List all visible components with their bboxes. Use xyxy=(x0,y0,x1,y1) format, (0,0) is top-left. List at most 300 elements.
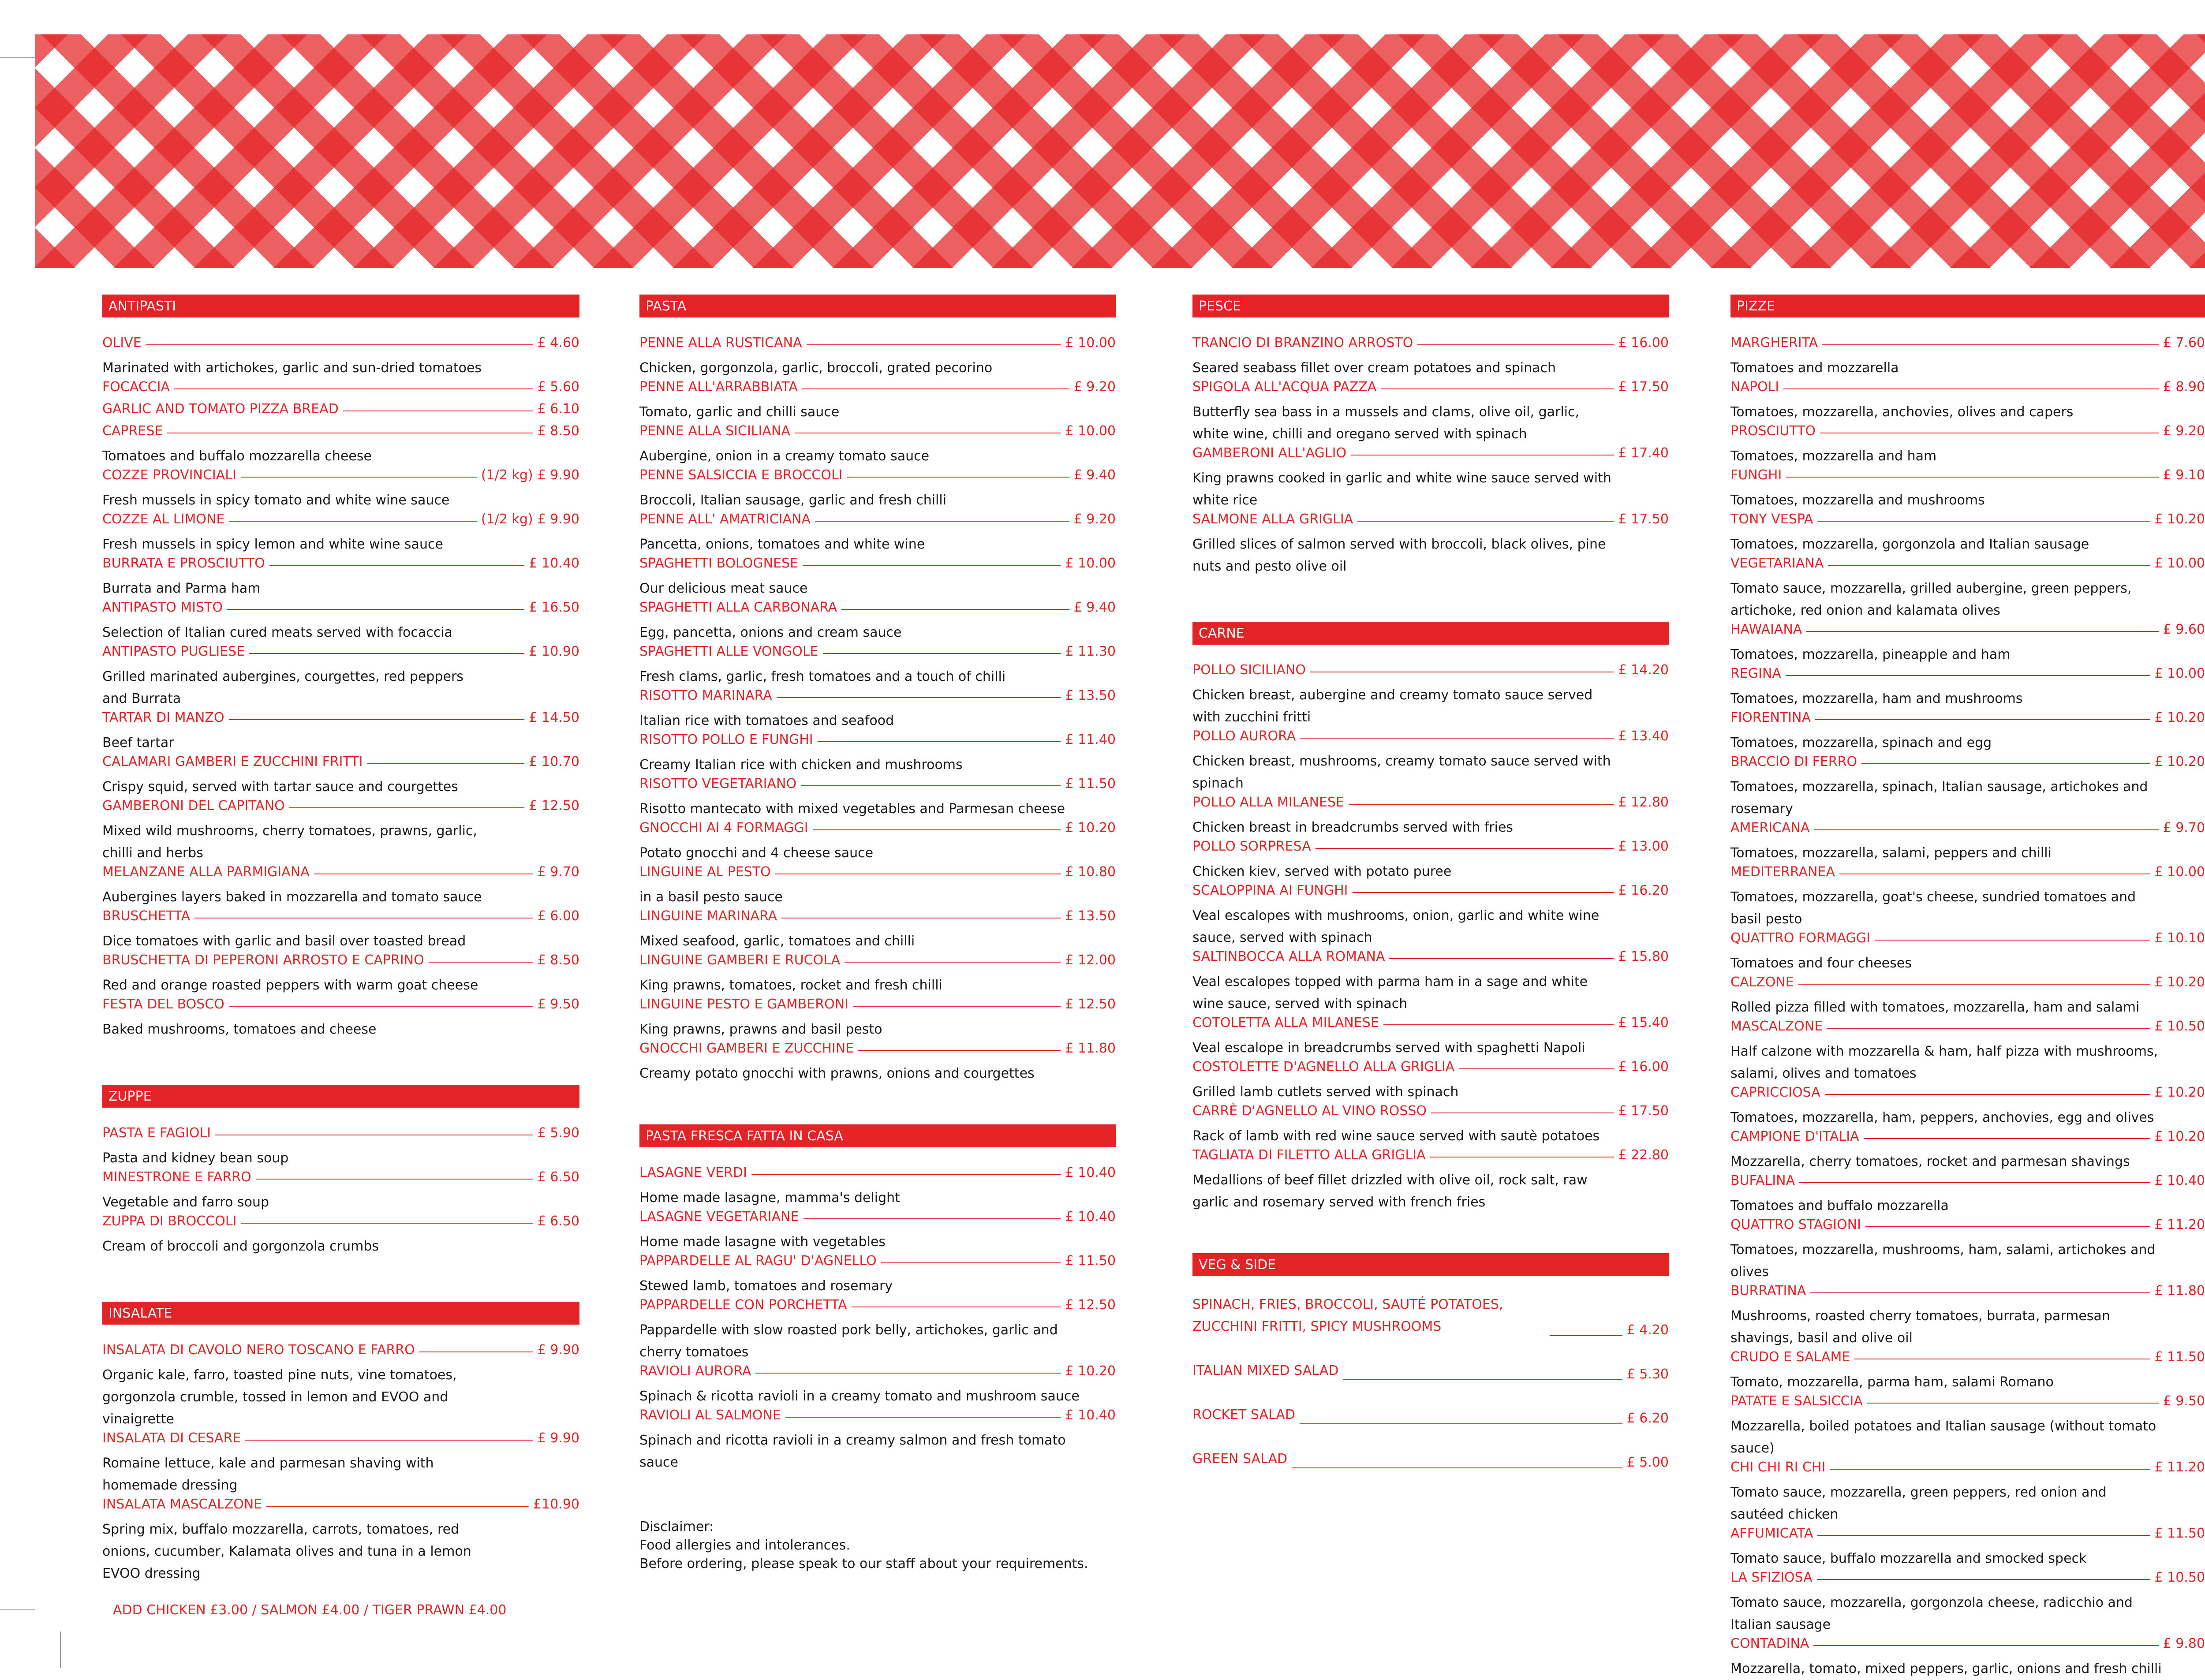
menu-item xyxy=(1730,1217,2205,1283)
menu-item-description: Egg, pancetta, onions and cream sauce xyxy=(639,625,902,640)
menu-item-description: Tomatoes, mozzarella, gorgonzola and Italian sausage xyxy=(1730,537,2089,552)
menu-item-description: Dice tomatoes with garlic and basil over toasted bread xyxy=(102,933,466,949)
menu-item-price: £ 9.20 xyxy=(2163,423,2205,439)
menu-item-name: MINESTRONE E FARRO xyxy=(102,1169,251,1185)
menu-item xyxy=(1192,883,1669,949)
section-title: PASTA FRESCA FATTA IN CASA xyxy=(639,1124,1116,1147)
menu-item-description: King prawns, tomatoes, rocket and fresh chilli xyxy=(639,978,942,993)
leader-line xyxy=(803,565,1061,566)
menu-item xyxy=(1730,423,2205,467)
menu-item-line xyxy=(1192,662,1669,684)
menu-item-name: POLLO SICILIANO xyxy=(1192,662,1306,678)
menu-item-name: VEGETARIANA xyxy=(1730,556,1824,571)
menu-item xyxy=(639,467,1116,511)
menu-item-description: Spinach & ricotta ravioli in a creamy tomato and mushroom sauce xyxy=(639,1389,1080,1404)
menu-item-name: FUNGHI xyxy=(1730,467,1782,483)
menu-item-line xyxy=(1192,1404,1669,1426)
leader-line xyxy=(1459,1068,1614,1069)
menu-item xyxy=(1730,467,2205,511)
menu-item-price: £10.90 xyxy=(533,1497,579,1512)
menu-item-name: PENNE ALL'ARRABBIATA xyxy=(639,379,798,395)
menu-item-name: COSTOLETTE D'AGNELLO ALLA GRIGLIA xyxy=(1192,1059,1455,1075)
menu-item-price: £ 10.40 xyxy=(1065,1407,1116,1423)
menu-item-line xyxy=(1730,556,2205,578)
menu-item-name: PENNE ALL' AMATRICIANA xyxy=(639,511,811,527)
menu-item-name: CALAMARI GAMBERI E ZUCCHINI FRITTI xyxy=(102,754,363,769)
leader-line xyxy=(245,1440,533,1441)
disclaimer xyxy=(639,1518,1116,1573)
menu-item xyxy=(1192,662,1669,728)
menu-item xyxy=(1730,710,2205,754)
menu-item-description: Baked mushrooms, tomatoes and cheese xyxy=(102,1022,377,1037)
menu-item-line xyxy=(102,997,579,1019)
menu-item xyxy=(102,710,579,754)
leader-line xyxy=(1875,940,2150,941)
menu-item xyxy=(1730,335,2205,379)
menu-item-name: MELANZANE ALLA PARMIGIANA xyxy=(102,864,310,880)
menu-item-name: HAWAIANA xyxy=(1730,622,1802,637)
menu-item-line xyxy=(1730,335,2205,357)
menu-item xyxy=(102,423,579,467)
menu-item-line xyxy=(102,1497,579,1519)
menu-item xyxy=(102,997,579,1041)
menu-item xyxy=(1192,511,1669,578)
menu-item-line xyxy=(639,1363,1116,1385)
menu-item xyxy=(102,467,579,511)
menu-item-price: £ 8.90 xyxy=(2163,379,2205,395)
menu-item-description: Italian rice with tomatoes and seafood xyxy=(639,713,894,728)
menu-item-line xyxy=(1730,1129,2205,1151)
leader-line xyxy=(1300,738,1614,739)
menu-item-price: £ 6.50 xyxy=(537,1169,579,1185)
menu-item-line xyxy=(1192,1147,1669,1169)
leader-line xyxy=(1861,763,2150,764)
menu-item-price: £ 8.50 xyxy=(537,952,579,968)
menu-item-name: GARLIC AND TOMATO PIZZA BREAD xyxy=(102,401,339,417)
menu-item-description: Tomatoes and buffalo mozzarella xyxy=(1730,1198,1949,1213)
menu-item-name: RAVIOLI AURORA xyxy=(639,1363,751,1379)
menu-item-line xyxy=(1730,1283,2205,1305)
leader-line xyxy=(853,1006,1061,1007)
leader-line xyxy=(858,1050,1061,1051)
menu-item xyxy=(1730,666,2205,710)
menu-item-line xyxy=(102,754,579,776)
menu-item-line xyxy=(1192,795,1669,817)
menu-item xyxy=(1192,1059,1669,1103)
menu-item-line xyxy=(1730,1460,2205,1482)
menu-item xyxy=(1192,949,1669,1015)
leader-line xyxy=(823,653,1061,654)
menu-item-name: LINGUINE AL PESTO xyxy=(639,864,771,880)
menu-item xyxy=(639,1297,1116,1363)
menu-item-name: RISOTTO MARINARA xyxy=(639,688,772,703)
menu-item-description: Pappardelle with slow roasted pork belly, artichokes, garlic and cherry tomatoes xyxy=(639,1322,1058,1360)
menu-item-line xyxy=(1730,1349,2205,1371)
menu-item xyxy=(1730,1636,2205,1680)
menu-item-line xyxy=(102,423,579,445)
menu-item-name: GAMBERONI ALL'AGLIO xyxy=(1192,445,1347,461)
menu-item-description: Fresh clams, garlic, fresh tomatoes and a touch of chilli xyxy=(639,669,1006,684)
menu-item-line xyxy=(639,820,1116,842)
menu-item-price: £ 5.90 xyxy=(537,1125,579,1141)
menu-item-name: CAMPIONE D'ITALIA xyxy=(1730,1129,1859,1144)
menu-item xyxy=(102,335,579,379)
menu-item-price: £ 9.20 xyxy=(1073,379,1116,395)
menu-item-name: NAPOLI xyxy=(1730,379,1779,395)
menu-item-description: Mushrooms, roasted cherry tomatoes, burrata, parmesan shavings, basil and olive oil xyxy=(1730,1308,2110,1346)
menu-item-description: Tomatoes, mozzarella, ham and mushrooms xyxy=(1730,691,2023,706)
menu-item-description: Grilled marinated aubergines, courgettes, red peppers and Burrata xyxy=(102,669,463,706)
menu-section-pesce xyxy=(1192,295,1669,578)
menu-item-line xyxy=(639,600,1116,622)
menu-item-description: King prawns, prawns and basil pesto xyxy=(639,1022,882,1037)
menu-item-name: BUFALINA xyxy=(1730,1173,1795,1188)
menu-item-description: Tomatoes, mozzarella and ham xyxy=(1730,448,1937,464)
menu-item-name: AFFUMICATA xyxy=(1730,1526,1813,1541)
menu-item-name: ZUPPA DI BROCCOLI xyxy=(102,1213,237,1229)
menu-item-name: AMERICANA xyxy=(1730,820,1810,836)
menu-item xyxy=(1730,1349,2205,1393)
menu-item-price: £ 10.40 xyxy=(2154,1173,2205,1188)
menu-item-line xyxy=(1730,930,2205,952)
menu-item-line xyxy=(102,1342,579,1364)
menu-item-price: £ 5.30 xyxy=(1626,1366,1669,1382)
menu-item-line xyxy=(102,379,579,401)
gingham-banner xyxy=(35,34,2205,268)
menu-column-2 xyxy=(639,295,1116,1573)
menu-item xyxy=(102,1497,579,1585)
menu-item xyxy=(639,1407,1116,1474)
menu-item-description: Tomatoes, mozzarella, spinach, Italian sausage, artichokes and rosemary xyxy=(1730,779,2148,817)
menu-item-line xyxy=(1730,1636,2205,1658)
menu-item-name: PAPPARDELLE CON PORCHETTA xyxy=(639,1297,847,1313)
menu-item-line xyxy=(1730,754,2205,776)
menu-section-pasta-fresca-fatta-in-casa xyxy=(639,1124,1116,1474)
menu-item-name: INSALATA DI CAVOLO NERO TOSCANO E FARRO xyxy=(102,1342,415,1358)
menu-item xyxy=(102,754,579,798)
menu-item-price: £ 8.50 xyxy=(537,423,579,439)
menu-item-description: King prawns cooked in garlic and white wine sauce served with white rice xyxy=(1192,470,1611,508)
menu-item-description: Mixed seafood, garlic, tomatoes and chilli xyxy=(639,933,915,949)
menu-item-description: Tomatoes and mozzarella xyxy=(1730,360,1899,376)
menu-item xyxy=(1730,622,2205,666)
leader-line xyxy=(1822,344,2158,345)
section-title: INSALATE xyxy=(102,1302,579,1325)
menu-item-description: Butterfly sea bass in a mussels and clams, olive oil, garlic, white wine, chilli and oregano served with spinach xyxy=(1192,404,1580,442)
menu-item-price: £ 9.90 xyxy=(537,511,579,527)
leader-line xyxy=(1357,521,1614,522)
leader-line xyxy=(804,1218,1061,1219)
disclaimer-line: Food allergies and intolerances. xyxy=(639,1538,850,1553)
menu-item xyxy=(639,379,1116,423)
menu-section-zuppe xyxy=(102,1085,579,1258)
menu-item-name: ANTIPASTO PUGLIESE xyxy=(102,644,245,659)
menu-item xyxy=(639,820,1116,864)
menu-item-quantity: (1/2 kg) xyxy=(481,511,533,527)
menu-item-price: £ 10.90 xyxy=(529,644,579,659)
menu-item-name: FOCACCIA xyxy=(102,379,170,395)
menu-item xyxy=(102,644,579,710)
menu-item-price: £ 16.00 xyxy=(1618,1059,1669,1075)
menu-item-price: £ 12.50 xyxy=(1065,1297,1116,1313)
menu-item-price: £ 5.00 xyxy=(1626,1455,1669,1470)
menu-item-price: £ 13.50 xyxy=(1065,688,1116,703)
leader-line xyxy=(1343,1379,1622,1380)
menu-item-line xyxy=(639,952,1116,974)
menu-item-price: £ 10.00 xyxy=(2154,556,2205,571)
menu-item xyxy=(102,1342,579,1430)
menu-item-description: Tomatoes and buffalo mozzarella cheese xyxy=(102,448,372,464)
menu-item-name: CHI CHI RI CHI xyxy=(1730,1460,1826,1475)
menu-item-name: RAVIOLI AL SALMONE xyxy=(639,1407,781,1423)
leader-line xyxy=(1814,829,2159,830)
menu-item-description: Vegetable and farro soup xyxy=(102,1195,269,1210)
menu-item-name: GNOCCHI AI 4 FORMAGGI xyxy=(639,820,808,836)
menu-item-description: in a basil pesto sauce xyxy=(639,889,783,905)
menu-column-1 xyxy=(102,295,579,1618)
menu-item-price: £ 10.20 xyxy=(1065,820,1116,836)
menu-item-description: Spring mix, buffalo mozzarella, carrots, tomatoes, red onions, cucumber, Kalamata olives and tuna in a lemon EVOO dressing xyxy=(102,1522,471,1581)
leader-line xyxy=(1349,804,1614,805)
menu-item-price: £ 9.40 xyxy=(1073,600,1116,615)
menu-item-line xyxy=(1730,1393,2205,1415)
menu-item-price: £ 15.80 xyxy=(1618,949,1669,964)
menu-item-line xyxy=(1730,666,2205,688)
leader-line xyxy=(1798,984,2150,985)
menu-item xyxy=(639,1209,1116,1253)
leader-line xyxy=(1830,1469,2150,1470)
menu-item xyxy=(102,511,579,556)
menu-item xyxy=(1730,1570,2205,1636)
leader-line xyxy=(881,1262,1061,1263)
menu-item-name: TONY VESPA xyxy=(1730,511,1813,527)
menu-item-line xyxy=(1192,1059,1669,1081)
menu-item-line xyxy=(102,710,579,732)
menu-item-price: £ 16.20 xyxy=(1618,883,1669,898)
leader-line xyxy=(419,1351,533,1352)
menu-item xyxy=(639,1253,1116,1297)
menu-item-name: PENNE ALLA SICILIANA xyxy=(639,423,790,439)
menu-item-price: £ 10.10 xyxy=(2154,930,2205,946)
leader-line xyxy=(777,697,1061,698)
menu-item-price: £ 10.00 xyxy=(1065,423,1116,439)
leader-line xyxy=(807,344,1061,345)
menu-item-price: £ 14.20 xyxy=(1618,662,1669,678)
menu-item-name: CRUDO E SALAME xyxy=(1730,1349,1850,1365)
menu-item xyxy=(639,732,1116,776)
menu-item-line xyxy=(1192,1360,1669,1382)
menu-item-price: £ 9.60 xyxy=(2163,622,2205,637)
menu-item-description: Chicken breast, aubergine and creamy tomato sauce served with zucchini fritti xyxy=(1192,687,1593,725)
menu-item-name: MEDITERRANEA xyxy=(1730,864,1835,880)
menu-item-price: £ 6.50 xyxy=(537,1213,579,1229)
menu-item-name: CALZONE xyxy=(1730,974,1794,990)
menu-item-name: SPAGHETTI ALLA CARBONARA xyxy=(639,600,837,615)
menu-item-price: £ 10.20 xyxy=(2154,754,2205,769)
menu-item-description: Selection of Italian cured meats served with focaccia xyxy=(102,625,452,640)
menu-item-line xyxy=(639,1209,1116,1231)
disclaimer-line: Disclaimer: xyxy=(639,1519,714,1534)
leader-line xyxy=(1865,1226,2150,1227)
menu-item-description: Aubergines layers baked in mozzarella and tomato sauce xyxy=(102,889,482,905)
menu-item xyxy=(1192,1103,1669,1147)
menu-item xyxy=(1730,1460,2205,1526)
menu-item-price: £ 16.00 xyxy=(1618,335,1669,351)
menu-item-description: Mozzarella, tomato, mixed peppers, garlic, onions and fresh chilli xyxy=(1730,1661,2162,1676)
menu-item-price: £ 10.20 xyxy=(2154,974,2205,990)
menu-item-name: RISOTTO VEGETARIANO xyxy=(639,776,797,791)
leader-line xyxy=(229,1006,533,1007)
leader-line xyxy=(755,1373,1061,1374)
menu-item-price: £ 10.20 xyxy=(2154,511,2205,527)
leader-line xyxy=(146,344,533,345)
menu-item-line xyxy=(102,1213,579,1236)
menu-item-line xyxy=(1192,883,1669,905)
menu-section-pizze xyxy=(1730,295,2205,1680)
menu-item-name: LASAGNE VEGETARIANE xyxy=(639,1209,799,1225)
menu-item-name: GAMBERONI DEL CAPITANO xyxy=(102,798,285,814)
menu-item-description: Seared seabass fillet over cream potatoes and spinach xyxy=(1192,360,1556,376)
menu-item xyxy=(1730,1173,2205,1217)
menu-item-name: GREEN SALAD xyxy=(1192,1451,1288,1467)
menu-item-description: Creamy Italian rice with chicken and mushrooms xyxy=(639,757,963,773)
menu-item-description: Tomatoes, mozzarella, spinach and egg xyxy=(1730,735,1992,750)
menu-item-description: Fresh mussels in spicy tomato and white wine sauce xyxy=(102,493,450,508)
menu-item-price: £ 12.50 xyxy=(1065,997,1116,1012)
menu-item xyxy=(1730,511,2205,556)
crop-mark xyxy=(0,57,35,58)
menu-item-price: £ 17.50 xyxy=(1618,511,1669,527)
menu-item-line xyxy=(102,1169,579,1191)
menu-item xyxy=(1192,1147,1669,1213)
menu-item-line xyxy=(1730,1526,2205,1548)
menu-item-description: Rack of lamb with red wine sauce served with sautè potatoes xyxy=(1192,1128,1600,1144)
menu-item xyxy=(102,556,579,600)
leader-line xyxy=(367,763,525,764)
menu-item-price: £ 12.50 xyxy=(529,798,579,814)
menu-item-name: ANTIPASTO MISTO xyxy=(102,600,223,615)
menu-item-name: REGINA xyxy=(1730,666,1781,681)
menu-item-price: £ 11.50 xyxy=(2154,1526,2205,1541)
menu-item-name: INSALATA MASCALZONE xyxy=(102,1497,262,1512)
menu-item-name: BRUSCHETTA DI PEPERONI ARROSTO E CAPRINO xyxy=(102,952,424,968)
menu-item-description: Veal escalopes topped with parma ham in a sage and white wine sauce, served with spinach xyxy=(1192,974,1588,1012)
leader-line xyxy=(751,1174,1061,1175)
menu-item-price: £ 10.00 xyxy=(1065,335,1116,351)
menu-item-name: LASAGNE VERDI xyxy=(639,1165,747,1180)
menu-item-line xyxy=(639,1297,1116,1319)
menu-item-line xyxy=(639,467,1116,489)
menu-item-price: £ 9.70 xyxy=(537,864,579,880)
menu-item xyxy=(102,908,579,952)
menu-item-description: Potato gnocchi and 4 cheese sauce xyxy=(639,845,874,861)
menu-item-description: Our delicious meat sauce xyxy=(639,581,808,596)
menu-item-price: £ 13.40 xyxy=(1618,728,1669,744)
leader-line xyxy=(229,521,477,522)
menu-item-line xyxy=(639,732,1116,754)
menu-item-description: Grilled lamb cutlets served with spinach xyxy=(1192,1084,1459,1100)
menu-item-price: £ 4.60 xyxy=(537,335,579,351)
crop-mark xyxy=(0,1609,35,1610)
menu-item xyxy=(1192,1015,1669,1059)
leader-line xyxy=(1783,388,2158,389)
leader-line xyxy=(1815,719,2150,720)
menu-item-price: £ 14.50 xyxy=(529,710,579,725)
leader-line xyxy=(1806,631,2158,632)
menu-item-description: Creamy potato gnocchi with prawns, onions and courgettes xyxy=(639,1066,1035,1081)
menu-item-name: SPAGHETTI ALLE VONGOLE xyxy=(639,644,818,659)
menu-item xyxy=(1192,795,1669,839)
menu-item-line xyxy=(639,1407,1116,1430)
menu-item-price: £ 10.20 xyxy=(1065,1363,1116,1379)
menu-item xyxy=(1192,728,1669,795)
menu-item-description: Tomato, mozzarella, parma ham, salami Romano xyxy=(1730,1374,2054,1390)
add-on-note: ADD CHICKEN £3.00 / SALMON £4.00 / TIGER PRAWN £4.00 xyxy=(113,1602,507,1618)
menu-item-name: BRACCIO DI FERRO xyxy=(1730,754,1857,769)
menu-item xyxy=(102,401,579,423)
menu-item-line xyxy=(1730,1085,2205,1107)
menu-item-line xyxy=(102,644,579,666)
menu-item-name: SPINACH, FRIES, BROCCOLI, SAUTÉ POTATOES, ZUCCHINI FRITTI, SPICY MUSHROOMS xyxy=(1192,1297,1503,1334)
menu-item-price: £ 10.40 xyxy=(1065,1209,1116,1225)
menu-item xyxy=(1730,1526,2205,1570)
menu-item-price: £ 10.50 xyxy=(2154,1570,2205,1585)
menu-item-name: CAPRICCIOSA xyxy=(1730,1085,1820,1100)
menu-item-name: SALMONE ALLA GRIGLIA xyxy=(1192,511,1353,527)
menu-item xyxy=(639,335,1116,379)
menu-item-description: Grilled slices of salmon served with broccoli, black olives, pine nuts and pesto olive oil xyxy=(1192,537,1606,574)
menu-item-price: £ 11.20 xyxy=(2154,1460,2205,1475)
leader-line xyxy=(229,719,525,720)
menu-item xyxy=(1192,445,1669,511)
menu-item xyxy=(639,423,1116,467)
menu-item-description: Aubergine, onion in a creamy tomato sauce xyxy=(639,448,930,464)
menu-item-line xyxy=(639,864,1116,886)
menu-item-description: Home made lasagne with vegetables xyxy=(639,1234,886,1250)
menu-item-line xyxy=(102,952,579,974)
menu-item-line xyxy=(102,467,579,489)
menu-item-name: TAGLIATA DI FILETTO ALLA GRIGLIA xyxy=(1192,1147,1426,1163)
menu-item-line xyxy=(639,1253,1116,1275)
menu-item-line xyxy=(1192,511,1669,534)
leader-line xyxy=(241,1223,533,1224)
menu-item xyxy=(1730,820,2205,864)
menu-item-name: PAPPARDELLE AL RAGU' D'AGNELLO xyxy=(639,1253,877,1269)
menu-item xyxy=(639,1363,1116,1407)
menu-item-description: Tomatoes, mozzarella, goat's cheese, sundried tomatoes and basil pesto xyxy=(1730,889,2136,927)
menu-item-price: £ 9.90 xyxy=(537,1342,579,1358)
menu-item-description: Medallions of beef fillet drizzled with olive oil, rock salt, raw garlic and rosemary served with french fries xyxy=(1192,1172,1588,1210)
menu-item-price: £ 22.80 xyxy=(1618,1147,1669,1163)
menu-item-description: Marinated with artichokes, garlic and sun-dried tomatoes xyxy=(102,360,482,376)
menu-item-line xyxy=(1192,445,1669,467)
menu-item xyxy=(1730,1019,2205,1085)
menu-item-line xyxy=(102,1430,579,1452)
menu-item-price: £ 9.90 xyxy=(537,467,579,483)
leader-line xyxy=(802,388,1069,389)
menu-item-name: SPAGHETTI BOLOGNESE xyxy=(639,556,799,571)
menu-item xyxy=(1730,864,2205,930)
menu-item-description: Tomatoes, mozzarella, ham, peppers, anchovies, egg and olives xyxy=(1730,1110,2154,1125)
menu-item xyxy=(1730,1393,2205,1460)
section-title: PIZZE xyxy=(1730,295,2205,317)
menu-item xyxy=(102,864,579,908)
menu-item-name: RISOTTO POLLO E FUNGHI xyxy=(639,732,813,747)
menu-item xyxy=(1730,556,2205,622)
menu-item-name: FESTA DEL BOSCO xyxy=(102,997,224,1012)
leader-line xyxy=(1828,565,2150,566)
menu-item-name: QUATTRO FORMAGGI xyxy=(1730,930,1870,946)
